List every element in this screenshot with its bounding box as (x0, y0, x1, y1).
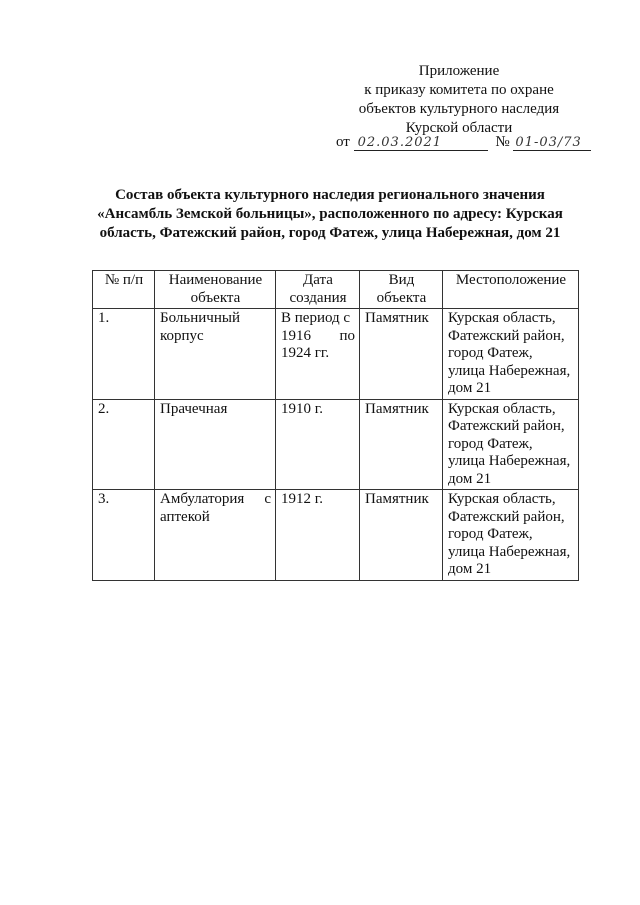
cell-date: В период с 1916 по 1924 гг. (276, 309, 360, 400)
cell-date: 1912 г. (276, 490, 360, 581)
header-name: Наименование объекта (155, 271, 276, 309)
appendix-line: к приказу комитета по охране (364, 82, 554, 98)
table-row (93, 399, 579, 490)
cell-type: Памятник (360, 490, 443, 581)
header-date: Дата создания (276, 271, 360, 309)
appendix-line: объектов культурного наследия (358, 101, 560, 117)
cell-location: Курская область, Фатежский район, город Фатеж, улица Набережная, дом 21 (443, 399, 579, 490)
cell-num: 1. (93, 309, 155, 400)
order-number-handwritten: 01-03/73 (513, 134, 591, 151)
appendix-line: Приложение (418, 63, 500, 79)
appendix-line: Курской области (405, 120, 513, 136)
document-title (80, 186, 580, 243)
order-reference (336, 133, 591, 152)
table-header-row (93, 271, 579, 309)
appendix-header (320, 62, 598, 138)
cell-name: Амбулатория с аптекой (155, 490, 276, 581)
cell-num: 3. (93, 490, 155, 581)
title-line: «Ансамбль Земской больницы», расположенного по адресу: Курская (97, 206, 563, 222)
cell-name: Больничный корпус (155, 309, 276, 400)
cell-location: Курская область, Фатежский район, город Фатеж, улица Набережная, дом 21 (443, 490, 579, 581)
objects-table (92, 270, 579, 581)
table-row (93, 309, 579, 400)
number-label: № (495, 134, 510, 150)
title-line: Состав объекта культурного наследия регионального значения (115, 187, 545, 203)
cell-location: Курская область, Фатежский район, город Фатеж, улица Набережная, дом 21 (443, 309, 579, 400)
header-type: Вид объекта (360, 271, 443, 309)
cell-name: Прачечная (155, 399, 276, 490)
order-date-handwritten: 02.03.2021 (354, 134, 488, 151)
header-num: № п/п (93, 271, 155, 309)
cell-type: Памятник (360, 309, 443, 400)
cell-type: Памятник (360, 399, 443, 490)
cell-num: 2. (93, 399, 155, 490)
title-line: область, Фатежский район, город Фатеж, улица Набережная, дом 21 (99, 225, 561, 241)
table-row (93, 490, 579, 581)
header-location: Местоположение (443, 271, 579, 309)
cell-date: 1910 г. (276, 399, 360, 490)
from-label: от (336, 134, 350, 150)
